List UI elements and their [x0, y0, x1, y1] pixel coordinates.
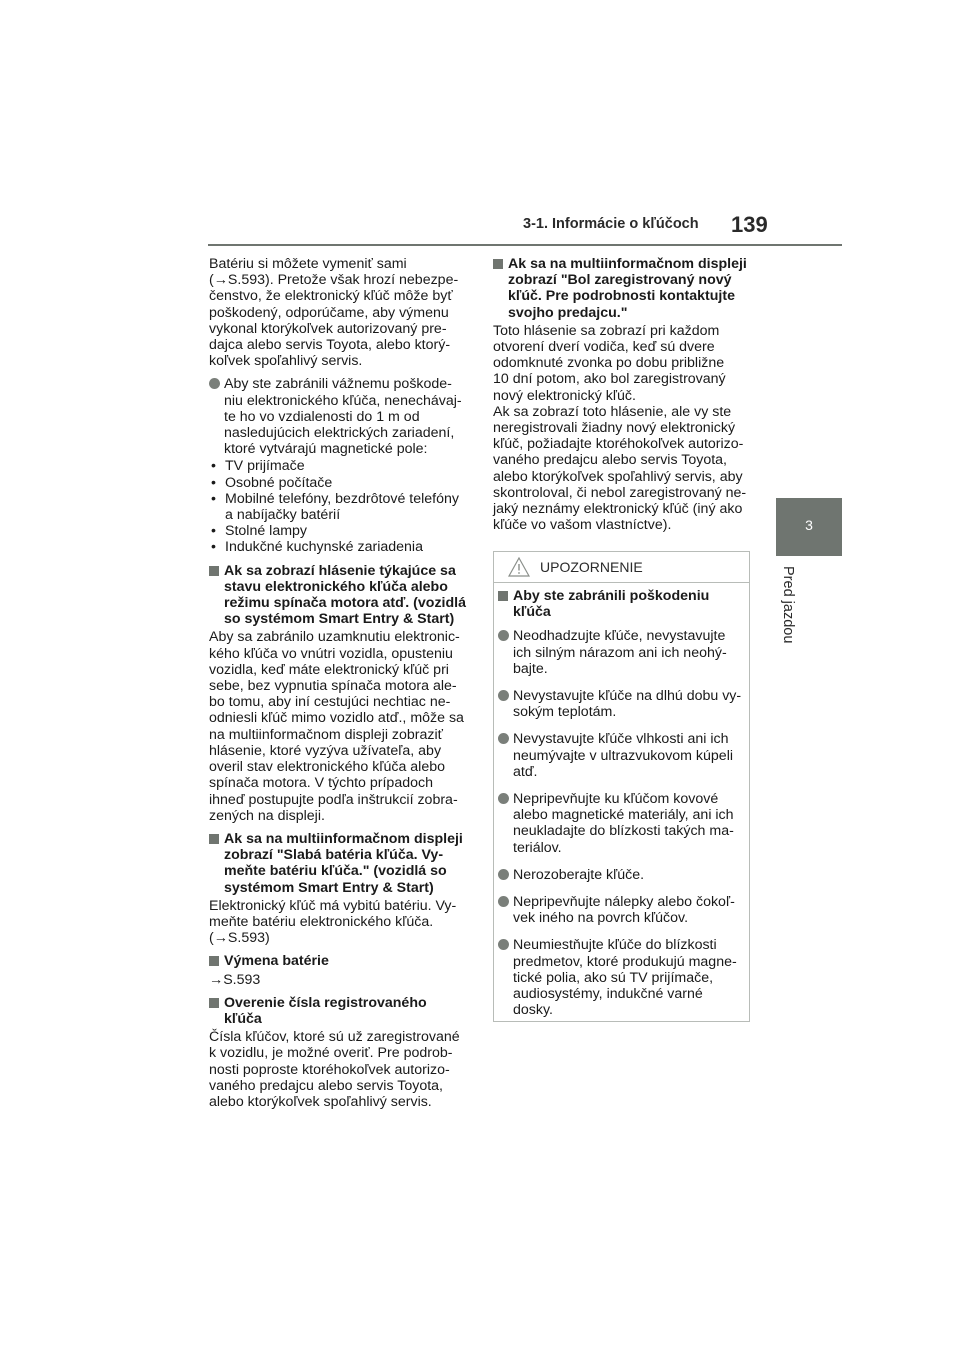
- key-status-paragraph: Aby sa zabránilo uzamknutiu elektronic- kého kľúča vo vnútri vozidla, opusteniu vozidla, keď máte elektronický kľúč pri sebe, bez vypnutia spínača motora ale- bo tomu, aby iní cestujúci nechtiac ne- odniesli kľúč mimo vozidlo atď., môže sa na multiinformačnom displeji zobraziť hlásenie, ktoré vyzýva užívateľa, aby overil stav elektronického kľúča alebo spínača motora. V týchto prípadoch ihneď postupujte podľa inštrukcií zobra- zených na displeji.: [209, 629, 464, 824]
- square-bullet-icon: [209, 834, 219, 844]
- heading-text: Overenie čísla registrovaného kľúča: [224, 994, 427, 1027]
- heading-new-key: [493, 256, 755, 321]
- round-bullet-icon: [498, 690, 509, 701]
- warning-box-body: [494, 583, 749, 1018]
- dot-bullet-icon: •: [211, 539, 216, 556]
- header-rule: [208, 244, 842, 246]
- round-bullet-icon: [498, 630, 509, 641]
- square-bullet-icon: [498, 591, 508, 601]
- new-key-paragraph: Toto hlásenie sa zobrazí pri každom otvorení dverí vodiča, keď sú dvere odomknuté zvonka po dobu približne 10 dní potom, ako bol zaregistrovaný nový elektronický kľúč. Ak sa zobrazí toto hlásenie, ale vy ste neregistrovali žiadny nový elektronický kľúč, požiadajte ktoréhokoľvek autorizo- vaného predajcu alebo servis Toyota, alebo ktorýkoľvek spoľahlivý servis, aby skontroloval, či nebol zaregistrovaný ne- jaký neznámy elektronický kľúč (iný ako kľúče vo vašom vlastníctve).: [493, 322, 747, 534]
- left-column: [209, 256, 471, 1117]
- chapter-tab: [776, 498, 842, 556]
- round-bullet-icon: [498, 896, 509, 907]
- list-item: [209, 523, 471, 539]
- dot-bullet-icon: •: [211, 458, 216, 475]
- chapter-number: 3: [805, 517, 813, 533]
- list-item-text: Nepripevňujte nálepky alebo čokoľ- vek iného na povrch kľúčov.: [513, 894, 735, 927]
- list-item: [209, 491, 471, 523]
- list-item: [209, 475, 471, 491]
- square-bullet-icon: [209, 998, 219, 1008]
- list-item: [498, 731, 743, 780]
- list-item: [498, 867, 743, 883]
- heading-key-status: [209, 563, 471, 628]
- verify-key-paragraph: Čísla kľúčov, ktoré sú už zaregistrované k vozidlu, je možné overiť. Pre podrob- nosti poproste ktoréhokoľvek autorizo- vaného predajcu alebo servis Toyota, alebo ktorýkoľvek spoľahlivý servis.: [209, 1029, 460, 1110]
- heading-text: Ak sa na multiinformačnom displeji zobrazí "Bol zaregistrovaný nový kľúč. Pre podrobnosti kontaktujte svojho predajcu.": [508, 256, 747, 321]
- list-item-text: Indukčné kuchynské zariadenia: [225, 539, 423, 556]
- page-number: 139: [731, 212, 768, 237]
- square-bullet-icon: [209, 566, 219, 576]
- page-reference-link[interactable]: →S.593: [209, 971, 261, 988]
- list-item-text: Nevystavujte kľúče na dlhú dobu vy- sokým teplotám.: [513, 688, 742, 721]
- list-item-text: Osobné počítače: [225, 474, 333, 491]
- warning-box-title: [494, 552, 749, 583]
- list-item: [498, 894, 743, 926]
- list-item: [498, 628, 743, 677]
- dot-bullet-icon: •: [211, 490, 216, 507]
- square-bullet-icon: [209, 956, 219, 966]
- square-bullet-icon: [493, 259, 503, 269]
- magnetic-bullet: [209, 376, 471, 457]
- heading-battery-replace: [209, 953, 471, 969]
- chapter-label: [780, 566, 808, 686]
- list-item-text: Nepripevňujte ku kľúčom kovové alebo magnetické materiály, ani ich neukladajte do blízkosti takých ma- teriálov.: [513, 791, 734, 856]
- list-item-text: Nevystavujte kľúče vlhkosti ani ich neumývajte v ultrazvukovom kúpeli atď.: [513, 731, 734, 780]
- heading-verify-key: [209, 995, 471, 1027]
- section-title: 3-1. Informácie o kľúčoch: [523, 216, 699, 232]
- list-item-text: TV prijímače: [225, 458, 305, 475]
- heading-text: Aby ste zabránili poškodeniu kľúča: [513, 588, 710, 621]
- round-bullet-icon: [209, 378, 220, 389]
- warning-triangle-icon: [508, 557, 530, 577]
- magnetic-bullet-text: Aby ste zabránili vážnemu poškode- niu elektronického kľúča, nenechávaj- te ho vo vzdialenosti do 1 m od nasledujúcich elektrických zariadení, ktoré vytvárajú magnetické pole:: [224, 376, 462, 458]
- warning-title: UPOZORNENIE: [540, 559, 643, 575]
- list-item: [498, 937, 743, 1018]
- list-item-text: Mobilné telefóny, bezdrôtové telefóny a nabíjačky batérií: [225, 490, 459, 524]
- dot-bullet-icon: •: [211, 474, 216, 491]
- device-list: [209, 458, 471, 555]
- round-bullet-icon: [498, 869, 509, 880]
- heading-text: Ak sa zobrazí hlásenie týkajúce sa stavu elektronického kľúča alebo režimu spínača motora atď. (vozidlá so systémom Smart Entry & Start): [224, 562, 466, 628]
- list-item: [498, 688, 743, 720]
- dot-bullet-icon: •: [211, 523, 216, 540]
- round-bullet-icon: [498, 939, 509, 950]
- list-item-text: Stolné lampy: [225, 523, 308, 540]
- list-item-text: Neodhadzujte kľúče, nevystavujte ich silným nárazom ani ich neohý- bajte.: [513, 628, 727, 677]
- heading-text: Výmena batérie: [224, 953, 329, 970]
- list-item: [209, 539, 471, 555]
- heading-text: Ak sa na multiinformačnom displeji zobrazí "Slabá batéria kľúča. Vy- meňte batériu kľúča." (vozidlá so systémom Smart Entry & Start): [224, 830, 463, 896]
- intro-paragraph: Batériu si môžete vymeniť sami (→S.593). Pretože však hrozí nebezpe- čenstvo, že elektronický kľúč môže byť poškodený, odporúčame, aby výmenu vykonal ktorýkoľvek autorizovaný pre- dajca alebo servis Toyota, alebo ktorý- koľvek spoľahlivý servis.: [209, 256, 459, 370]
- list-item-text: Nerozoberajte kľúče.: [513, 866, 645, 883]
- list-item: [498, 791, 743, 856]
- heading-battery-low: [209, 831, 471, 896]
- chapter-title: Pred jazdou: [780, 566, 796, 644]
- round-bullet-icon: [498, 793, 509, 804]
- warning-box: [493, 551, 750, 1022]
- right-column: [493, 256, 755, 540]
- list-item-text: Neumiestňujte kľúče do blízkosti predmetov, ktoré produkujú magne- tické polia, ako sú TV prijímače, audiosystémy, indukčné varné dosky.: [513, 937, 737, 1019]
- heading-prevent-damage: [498, 588, 743, 620]
- list-item: [209, 458, 471, 474]
- round-bullet-icon: [498, 733, 509, 744]
- battery-low-paragraph: Elektronický kľúč má vybitú batériu. Vy- meňte batériu elektronického kľúča. (→S.593): [209, 897, 457, 947]
